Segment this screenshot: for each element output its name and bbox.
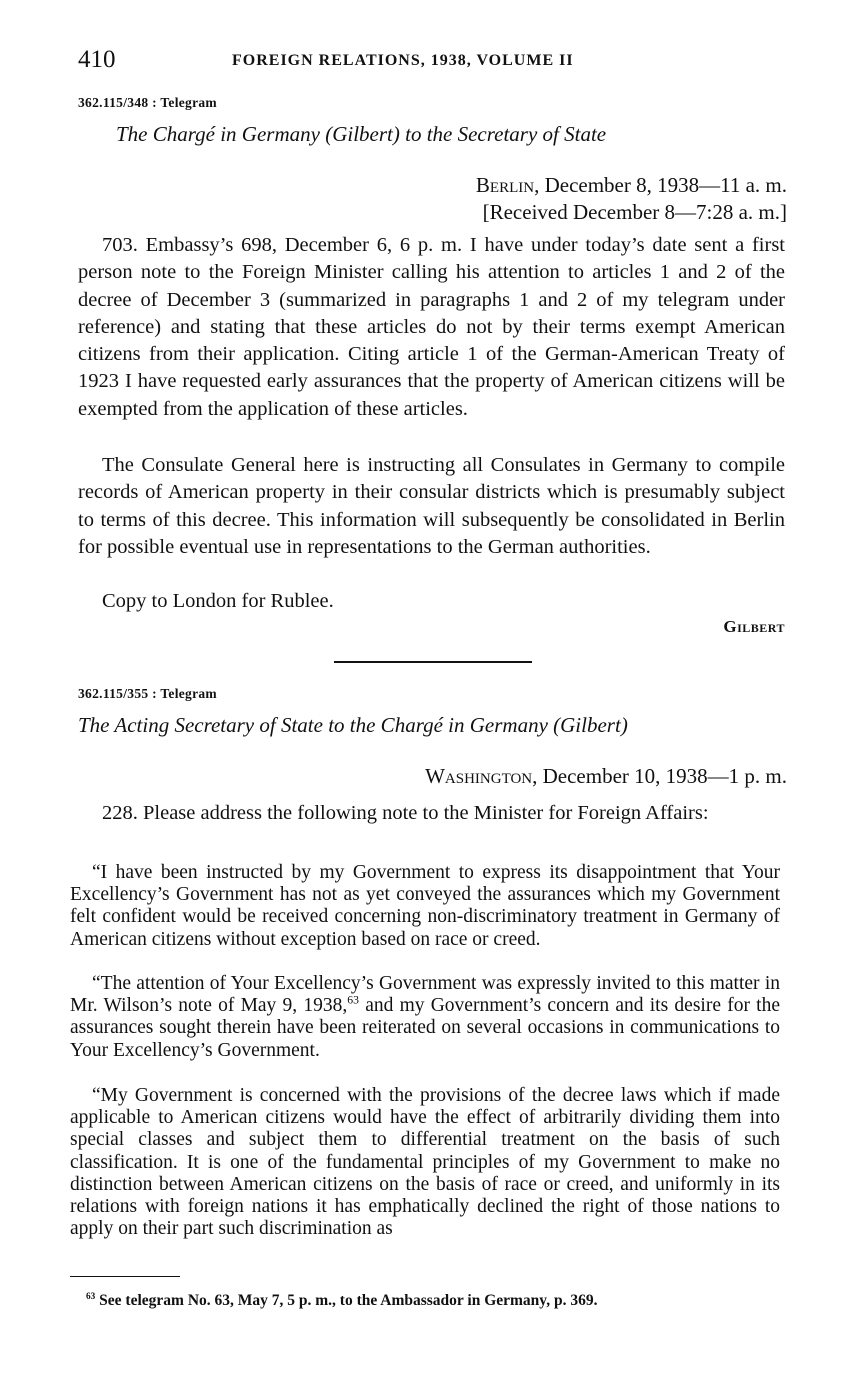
footnote-reference-marker: 63 bbox=[347, 993, 359, 1007]
doc1-dateline bbox=[476, 172, 787, 226]
footnote-marker: 63 bbox=[86, 1291, 96, 1302]
doc1-dateline-received: [Received December 8—7:28 a. m.] bbox=[482, 200, 787, 224]
doc2-title bbox=[78, 713, 628, 738]
running-head: FOREIGN RELATIONS, 1938, VOLUME II bbox=[232, 52, 574, 69]
doc1-dateline-time: , December 8, 1938—11 a. m. bbox=[534, 173, 787, 197]
doc2-paragraph-1: 228. Please address the following note to the Minister for Foreign Affairs: bbox=[102, 802, 709, 824]
page-number: 410 bbox=[78, 46, 116, 73]
doc1-title-prefix: The Chargé in Germany ( bbox=[116, 122, 333, 146]
doc1-paragraph-3: Copy to London for Rublee. bbox=[102, 590, 334, 612]
doc1-paragraph-1: 703. Embassy’s 698, December 6, 6 p. m. I have under today’s date sent a first person note to the Foreign Minister calling his attention to articles 1 and 2 of the decree of December 3 (summarized in paragraphs 1 and 2 of my telegram under reference) and stating that these articles do not by their terms exempt American citizens from their application. Citing article 1 of the German-American Treaty of 1923 I have requested early assurances that the property of American citizens will be exempted from the application of these articles. bbox=[78, 234, 785, 420]
footnote-text: See telegram No. 63, May 7, 5 p. m., to the Ambassador in Germany, p. 369. bbox=[95, 1292, 598, 1309]
doc1-title bbox=[116, 122, 606, 147]
footnote bbox=[86, 1292, 597, 1310]
doc2-quote-2-text-a: “The attention of Your Excellency’s Government was expressly invited to this matter in Mr. Wilson’s note of May 9, 1938, bbox=[70, 973, 780, 1017]
doc1-title-suffix: ) to the Secretary of State bbox=[392, 122, 607, 146]
doc2-quote-paragraph-2 bbox=[70, 973, 780, 1062]
doc1-signature: Gilbert bbox=[723, 617, 785, 636]
footnote-rule bbox=[70, 1276, 180, 1277]
doc2-quote-paragraph-1: “I have been instructed by my Government to express its disappointment that Your Excellency’s Government has not as yet conveyed the assurances which my Government felt confident would be received concerning non-discriminatory treatment in Germany of American citizens without exception based on race or creed. bbox=[70, 862, 780, 950]
doc2-title-suffix: ) bbox=[620, 713, 628, 737]
doc2-file-reference: 362.115/355 : Telegram bbox=[78, 686, 217, 701]
doc1-dateline-sent bbox=[476, 172, 787, 199]
doc2-quote-paragraph-3: “My Government is concerned with the provisions of the decree laws which if made applicable to American citizens would have the effect of arbitrarily dividing them into special classes and subject them to differential treatment on the basis of such classification. It is one of the fundamental principles of my Government to make no distinction between American citizens on the basis of race or creed, and uniformly in its relations with foreign nations it has emphatically declined the right of those nations to apply on their part such discrimination as bbox=[70, 1085, 780, 1240]
doc1-dateline-city: Berlin bbox=[475, 173, 535, 197]
doc2-dateline-time: , December 10, 1938—1 p. m. bbox=[532, 764, 787, 788]
doc2-quote-2-text-b: and my Government’s concern and its desire for the assurances sought therein have been reiterated on several occasions in communications to Your Excellency’s Government. bbox=[70, 995, 780, 1061]
section-separator bbox=[334, 661, 532, 663]
doc2-title-prefix: The Acting Secretary of State to the Chargé in Germany ( bbox=[78, 713, 561, 737]
doc2-dateline bbox=[425, 763, 787, 790]
doc1-title-name: Gilbert bbox=[332, 122, 393, 146]
doc2-title-name: Gilbert bbox=[560, 713, 621, 737]
doc2-dateline-city: Washington bbox=[425, 764, 533, 788]
doc1-paragraph-2: The Consulate General here is instructing all Consulates in Germany to compile records of American property in their consular districts which is presumably subject to terms of this decree. This information will subsequently be consolidated in Berlin for possible eventual use in representations to the German authorities. bbox=[78, 454, 785, 558]
doc1-file-reference: 362.115/348 : Telegram bbox=[78, 95, 217, 110]
